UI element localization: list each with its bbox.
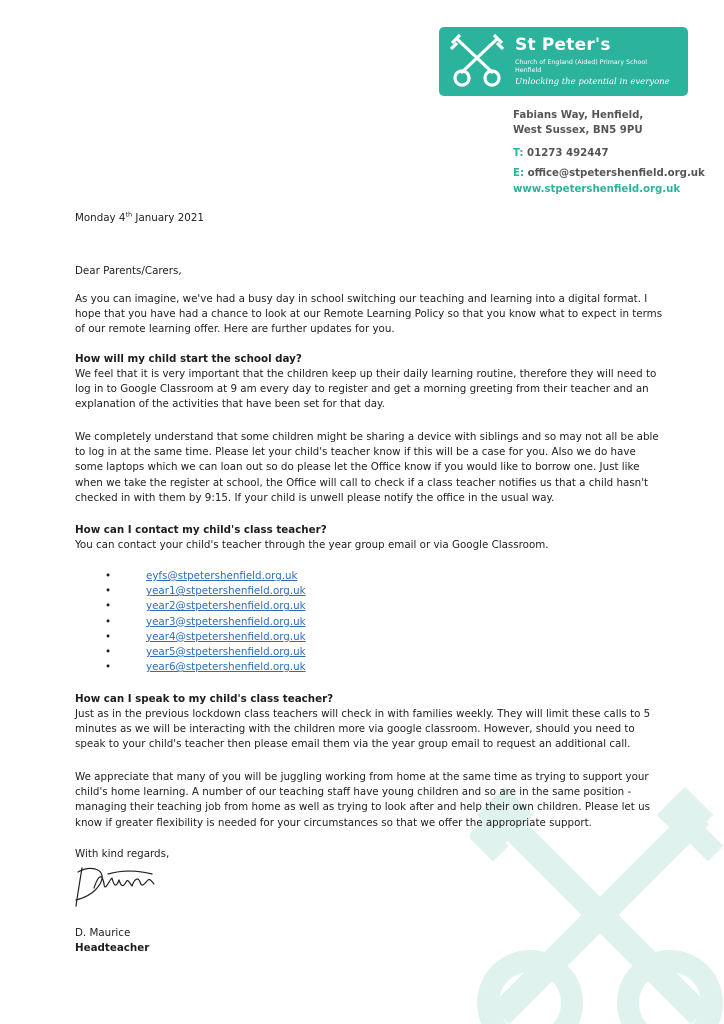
address-phone — [513, 148, 609, 159]
school-subtitle: Church of England (Aided) Primary School — [515, 59, 647, 66]
email-link-year3[interactable]: year3@stpetershenfield.org.uk — [146, 615, 306, 628]
phone-number: 01273 492447 — [527, 148, 609, 159]
bullet: • — [105, 600, 112, 613]
email-link-year6[interactable]: year6@stpetershenfield.org.uk — [146, 661, 306, 674]
bullet: • — [105, 630, 112, 643]
email-link-year4[interactable]: year4@stpetershenfield.org.uk — [146, 630, 306, 643]
school-location: Henfield — [515, 67, 542, 74]
bullet: • — [105, 585, 112, 598]
date-day: Monday 4 — [75, 212, 126, 224]
email-link-year1[interactable]: year1@stpetershenfield.org.uk — [146, 585, 306, 598]
office-email[interactable]: office@stpetershenfield.org.uk — [527, 168, 705, 179]
address-line-2: West Sussex, BN5 9PU — [513, 125, 643, 136]
date-month-year: January 2021 — [132, 212, 204, 224]
email-link-year5[interactable]: year5@stpetershenfield.org.uk — [146, 645, 306, 658]
phone-label: T: — [513, 148, 524, 159]
school-website-link[interactable]: www.stpetershenfield.org.uk — [513, 184, 681, 195]
email-link-eyfs[interactable]: eyfs@stpetershenfield.org.uk — [146, 570, 298, 582]
school-logo — [439, 27, 688, 96]
signatory-name: D. Maurice — [75, 927, 131, 939]
heading-speak-teacher: How can I speak to my child's class teacher? — [75, 693, 334, 705]
contact-paragraph: You can contact your child's teacher through the year group email or via Google Classroom. — [75, 539, 549, 551]
address-email — [513, 168, 705, 179]
salutation: Dear Parents/Carers, — [75, 265, 182, 277]
letter-date — [75, 211, 667, 226]
heading-start-school-day: How will my child start the school day? — [75, 353, 302, 365]
speak-paragraph: Just as in the previous lockdown class teachers will check in with families weekly. They will limit these calls to 5 minutes as we will be interacting with the children more via google classroom. However, should you need to speak to your child's teacher then please email them via the year group email to request an additional call. — [75, 708, 651, 751]
appreciation-paragraph: We appreciate that many of you will be juggling working from home at the same time as trying to support your child's home learning. A number of our teaching staff have young children and so are in the same position - managing their teaching job from home as well as trying to look after and help their own children. Please let us know if greater flexibility is needed for your circumstances so that we offer the appropriate support. — [75, 771, 650, 829]
crossed-keys-icon — [449, 33, 505, 89]
bullet: • — [105, 661, 112, 674]
address-line-1: Fabians Way, Henfield, — [513, 110, 644, 121]
start-day-paragraph: We feel that it is very important that the children keep up their daily learning routine, therefore they will need to log in to Google Classroom at 9 am every day to register and get a morning greeting from their teacher and an explanation of the activities that have been set for that day. — [75, 368, 657, 411]
heading-contact-teacher: How can I contact my child's class teacher? — [75, 524, 327, 536]
bullet: • — [105, 615, 112, 628]
email-label: E: — [513, 168, 525, 179]
intro-paragraph: As you can imagine, we've had a busy day in school switching our teaching and learning into a digital format. I hope that you have had a chance to look at our Remote Learning Policy so that you know what to expect in terms of our remote learning offer. Here are further updates for you. — [75, 293, 663, 336]
school-tagline: Unlocking the potential in everyone — [515, 77, 670, 87]
signature-image — [72, 862, 162, 910]
bullet: • — [105, 570, 112, 582]
closing: With kind regards, — [75, 848, 170, 860]
signatory-role: Headteacher — [75, 942, 150, 954]
date-ordinal: th — [125, 210, 133, 219]
bullet: • — [105, 645, 112, 658]
devices-paragraph: We completely understand that some children might be sharing a device with siblings and so may not all be able to log in at the same time. Please let your child's teacher know if this will be a case for you. Also we do have some laptops which we can loan out so do please let the Office know if you would like to borrow one. Just like when we take the register at school, the Office will call to check if a class teacher notifies us that a child hasn't checked in with them by 9:15. If your child is unwell please notify the office in the usual way. — [75, 431, 659, 504]
email-link-year2[interactable]: year2@stpetershenfield.org.uk — [146, 600, 306, 613]
school-name: St Peter's — [515, 35, 611, 55]
